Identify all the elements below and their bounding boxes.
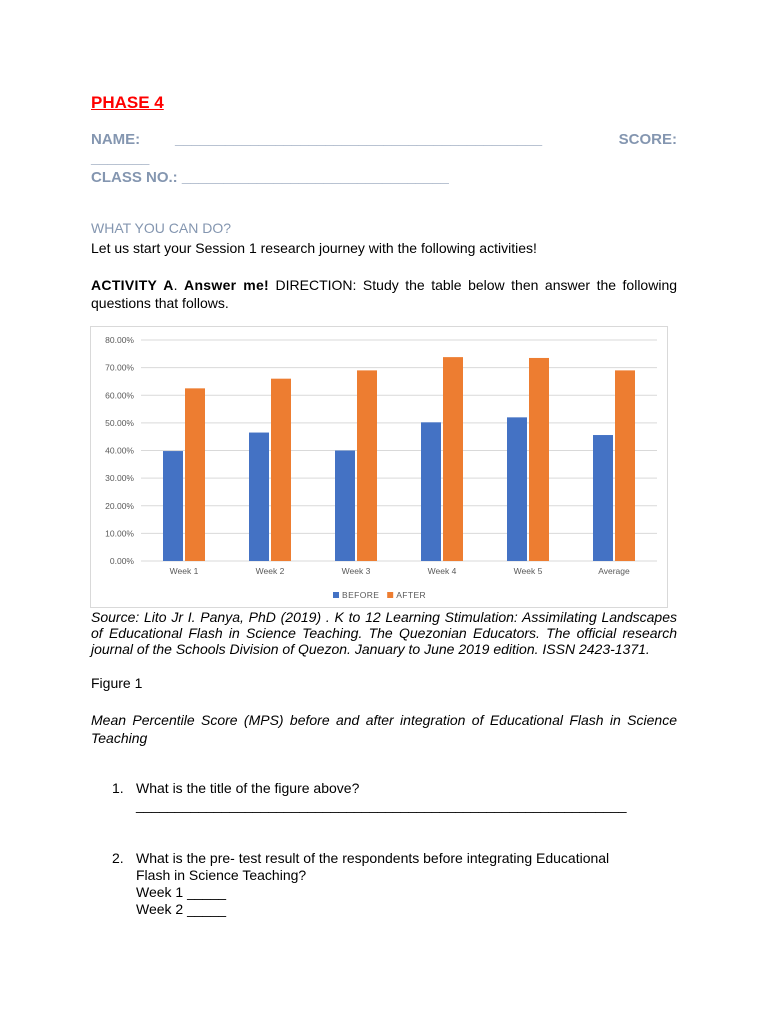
score-label: SCORE: bbox=[618, 131, 677, 148]
bar-before bbox=[335, 451, 355, 562]
activity-title: Answer me! bbox=[184, 277, 270, 293]
y-tick-label: 70.00% bbox=[105, 362, 134, 373]
chart-canvas bbox=[91, 327, 667, 607]
bar-before bbox=[593, 435, 613, 561]
y-tick-label: 40.00% bbox=[105, 445, 134, 456]
answer-week-1: Week 1 _____ bbox=[136, 884, 227, 900]
question-text: What is the pre- test result of the respondents before integrating Educational bbox=[136, 850, 610, 866]
phase-title: PHASE 4 bbox=[91, 93, 164, 112]
x-tick-label: Average bbox=[598, 566, 630, 576]
name-blank-line: ____________________________________________ bbox=[175, 131, 543, 148]
legend-swatch bbox=[333, 592, 339, 598]
figure-label: Figure 1 bbox=[91, 675, 143, 691]
activity-sep: . bbox=[173, 277, 185, 293]
activity-label: ACTIVITY A bbox=[91, 277, 174, 293]
question-text-cont: Flash in Science Teaching? bbox=[136, 867, 307, 883]
bar-before bbox=[163, 451, 183, 561]
bar-after bbox=[529, 358, 549, 561]
y-tick-label: 10.00% bbox=[105, 528, 134, 539]
class-no-label: CLASS NO.: bbox=[91, 169, 178, 186]
class-no-row bbox=[91, 169, 449, 186]
bar-after bbox=[185, 388, 205, 561]
x-tick-label: Week 5 bbox=[513, 566, 543, 576]
source-citation: Source: Lito Jr I. Panya, PhD (2019) . K to 12 Learning Stimulation: Assimilating Landscapes of Educational Flash in Science Teaching. The Quezonian Educators. The official research journal of the Schools Division of Quezon. January to June 2019 edition. ISSN 2423-1371. bbox=[91, 609, 677, 657]
x-tick-label: Week 1 bbox=[169, 566, 199, 576]
y-tick-label: 60.00% bbox=[105, 390, 134, 401]
y-tick-label: 20.00% bbox=[105, 500, 134, 511]
bar-after bbox=[443, 357, 463, 561]
answer-line: _______________________________________________________________ bbox=[136, 797, 627, 813]
bar-before bbox=[507, 417, 527, 561]
bar-after bbox=[357, 370, 377, 561]
section-heading: WHAT YOU CAN DO? bbox=[91, 220, 232, 236]
name-row bbox=[91, 131, 677, 151]
bar-after bbox=[615, 370, 635, 561]
x-tick-label: Week 3 bbox=[341, 566, 371, 576]
question-text: What is the title of the figure above? bbox=[136, 780, 360, 796]
x-tick-label: Week 2 bbox=[255, 566, 285, 576]
bar-after bbox=[271, 379, 291, 561]
class-no-blank-line: ________________________________ bbox=[181, 169, 449, 186]
legend-label: AFTER bbox=[396, 590, 427, 600]
x-tick-label: Week 4 bbox=[427, 566, 457, 576]
bar-before bbox=[249, 433, 269, 561]
section-intro: Let us start your Session 1 research journey with the following activities! bbox=[91, 240, 537, 256]
legend-swatch bbox=[387, 592, 393, 598]
legend-label: BEFORE bbox=[342, 590, 380, 600]
question-number: 2. bbox=[112, 850, 124, 866]
figure-caption: Mean Percentile Score (MPS) before and after integration of Educational Flash in Science Teaching bbox=[91, 712, 677, 746]
y-tick-label: 0.00% bbox=[109, 556, 134, 566]
score-blank-line: _______ bbox=[91, 150, 150, 167]
y-tick-label: 50.00% bbox=[105, 417, 134, 428]
name-label: NAME: bbox=[91, 131, 141, 148]
answer-week-2: Week 2 _____ bbox=[136, 901, 227, 917]
bar-before bbox=[421, 422, 441, 561]
bar-chart bbox=[90, 326, 668, 608]
y-tick-label: 80.00% bbox=[105, 335, 134, 345]
activity-paragraph bbox=[91, 276, 677, 312]
y-tick-label: 30.00% bbox=[105, 473, 134, 484]
question-number: 1. bbox=[112, 780, 124, 796]
activity-direction: DIRECTION: Study the table below then answer the following questions that follows. bbox=[91, 277, 678, 311]
